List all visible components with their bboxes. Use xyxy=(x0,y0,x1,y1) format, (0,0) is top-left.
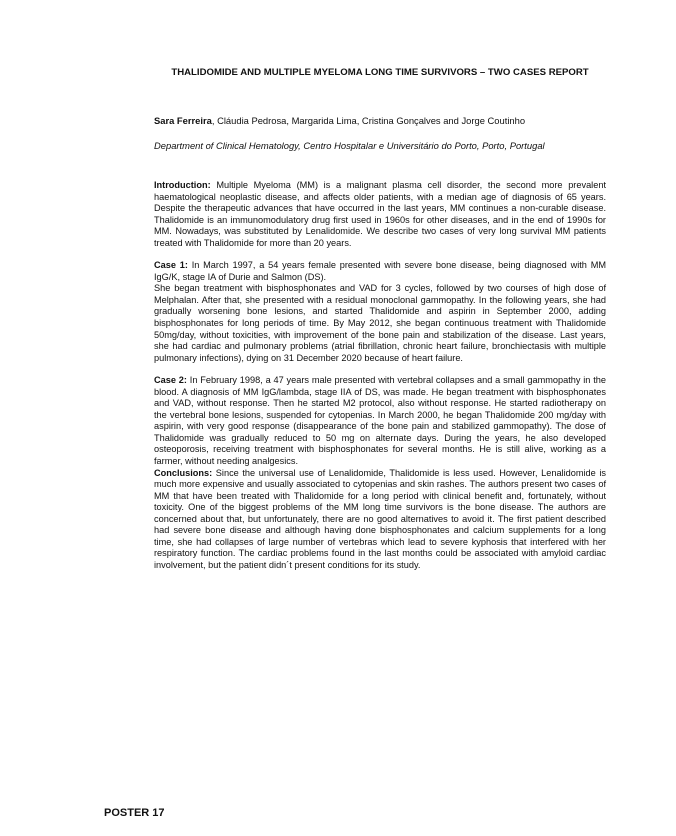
author-list xyxy=(154,115,525,126)
paper-title: THALIDOMIDE AND MULTIPLE MYELOMA LONG TIME SURVIVORS – TWO CASES REPORT xyxy=(171,67,589,78)
case1-text: In March 1997, a 54 years female presented with severe bone disease, being diagnosed with MM IgG/K, stage IA of Durie and Salmon (DS). xyxy=(154,260,606,282)
case1-paragraph xyxy=(154,260,606,283)
introduction-text: Multiple Myeloma (MM) is a malignant plasma cell disorder, the second more prevalent haematological neoplastic disease, and affects older patients, with a median age of diagnosis of 65 years. Despite the therapeutic advances that have occurred in the last years, MM continues a non-curable disease. Thalidomide is an immunomodulatory drug first used in 1960s for other diseases, and in the end of 1990s for MM. Nowadays, was substituted by Lenalidomide. We describe two cases of very long survival MM patients treated with Thalidomide for more than 20 years. xyxy=(154,180,606,248)
case2-heading: Case 2: xyxy=(154,375,187,386)
conclusions-text: Since the universal use of Lenalidomide, Thalidomide is less used. However, Lenalidomide is much more expensive and usually associated to cytopenias and skin rashes. The authors present two cases of MM that have been treated with Thalidomide for a long period with clinical benefit and, fortunately, without toxicity. One of the biggest problems of the MM long time survivors is the bone disease. The authors are concerned about that, but unfortunately, there are no good alternatives to avoid it. The first patient described had severe bone disease and although having done bisphosphonates and calcium supplements for a long time, she had collapses of large number of vertebras which lead to severe kyphosis that interfered with her respiratory function. The cardiac problems found in the last months could be associated with amyloid cardiac involvement, but the patient didn´t present conditions for its study. xyxy=(154,467,606,570)
co-authors: , Cláudia Pedrosa, Margarida Lima, Cristina Gonçalves and Jorge Coutinho xyxy=(211,115,526,126)
poster-number: POSTER 17 xyxy=(104,807,165,819)
affiliation: Department of Clinical Hematology, Centro Hospitalar e Universitário do Porto, Porto, Portugal xyxy=(154,140,545,151)
presenting-author: Sara Ferreira xyxy=(154,115,212,126)
case2-paragraph xyxy=(154,375,606,467)
introduction-heading: Introduction: xyxy=(154,180,211,190)
case1-heading: Case 1: xyxy=(154,260,188,271)
conclusions-paragraph xyxy=(154,468,606,572)
case1-treatment-paragraph: She began treatment with bisphosphonates and VAD for 3 cycles, followed by two courses of high dose of Melphalan. After that, she presented with a residual monoclonal gammopathy. In the following years, she had gradually worsening bone lesions, and started Thalidomide and aspirin in September 2000, adding bisphosphonates for long periods of time. By May 2012, she began continuous treatment with Thalidomide 50mg/day, without toxicities, with improvement of the bone pain and stabilization of the disease. Last years, she had cardiac and pulmonary problems (atrial fibrillation, chronic heart failure, bronchiectasis with multiple pulmonary infections), dying on 31 December 2020 because of heart failure. xyxy=(154,283,606,363)
conclusions-heading: Conclusions: xyxy=(154,467,213,478)
case2-text: In February 1998, a 47 years male presented with vertebral collapses and a small gammopathy in the blood. A diagnosis of MM IgG/lambda, stage IIA of DS, was made. He began treatment with bisphosphonates and VAD, without response. Then he started M2 protocol, also without response. He started radiotherapy on the vertebral bone lesions, suspended for cytopenias. In March 2000, he began Thalidomide 200 mg/day with aspirin, with very good response (disappearance of the bone pain and stabilized gammopathy). The dose of Thalidomide was gradually reduced to 50 mg on alternate days. During the years, he also developed osteoporosis, receiving treatment with bisphosphonates for several months. He is still alive, working as a farmer, without needing analgesics. xyxy=(154,375,607,467)
introduction-paragraph xyxy=(154,180,606,249)
abstract-body xyxy=(154,180,606,572)
